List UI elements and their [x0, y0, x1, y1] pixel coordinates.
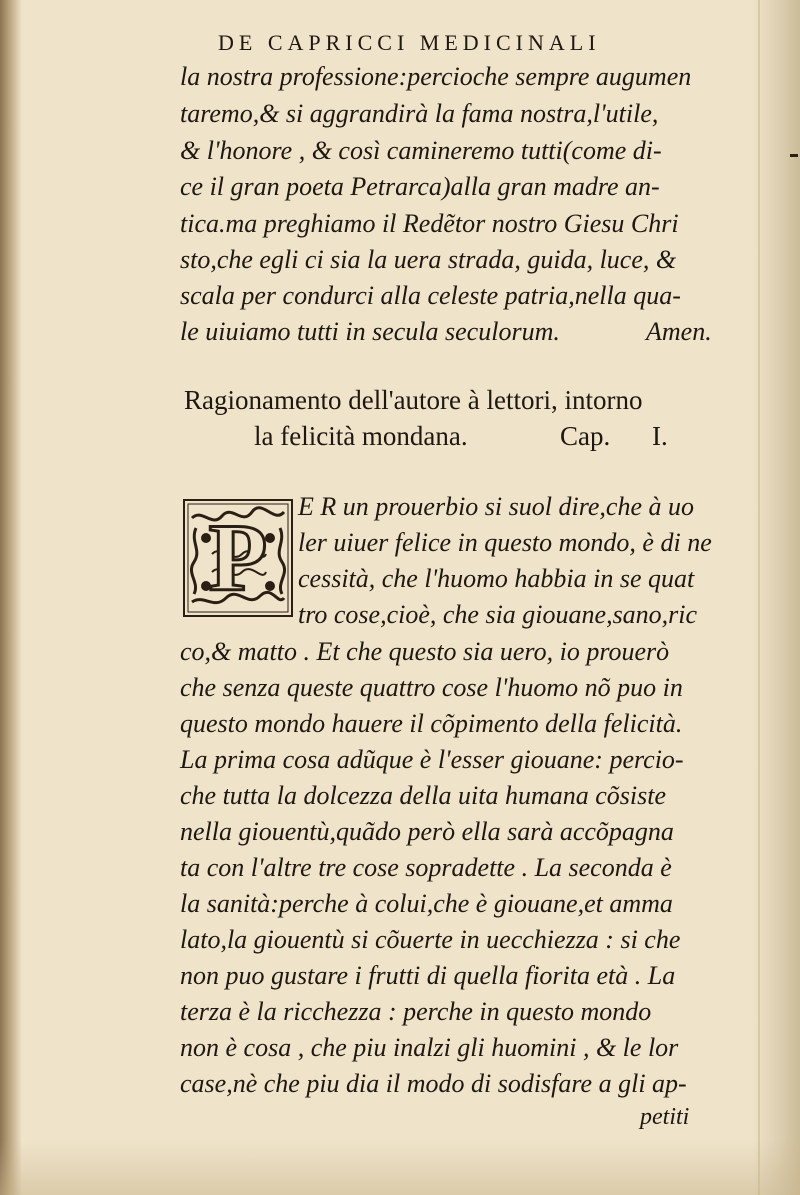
text-line: nella giouentù,quãdo però ella sarà accõpagna: [180, 817, 674, 846]
running-head: DE CAPRICCI MEDICINALI: [218, 30, 601, 55]
text-line: questo mondo hauere il cõpimento della felicità.: [180, 709, 683, 738]
text-line: E R un prouerbio si suol dire,che à uo: [298, 492, 694, 521]
text-line: ler uiuer felice in questo mondo, è di ne: [298, 528, 712, 557]
text-line: ta con l'altre tre cose sopradette . La seconda è: [180, 853, 672, 882]
text-line: taremo,& si aggrandirà la fama nostra,l'utile,: [180, 99, 659, 128]
text-line: non puo gustare i frutti di quella fiorita età . La: [180, 961, 676, 990]
text-line: tica.ma preghiamo il Redẽtor nostro Giesu Chri: [180, 209, 679, 238]
spine-shadow: [0, 0, 22, 1195]
text-line: & l'honore , & così camineremo tutti(come di-: [180, 136, 662, 165]
text-line: ce il gran poeta Petrarca)alla gran madre an-: [180, 172, 660, 201]
edge-mark: [790, 154, 798, 157]
chapter-label: Cap.: [560, 421, 611, 451]
initial-letter: P: [208, 504, 268, 611]
initial-ornament-icon: [182, 498, 294, 618]
text-line: lato,la giouentù si cõuerte in uecchiezza : si che: [180, 925, 681, 954]
text-line: scala per condurci alla celeste patria,nella qua-: [180, 281, 681, 310]
chapter-heading-line1: Ragionamento dell'autore à lettori, intorno: [184, 385, 643, 415]
text-line: La prima cosa adũque è l'esser giouane: percio-: [180, 745, 684, 774]
page-edge-line: [758, 0, 760, 1195]
amen-text: Amen.: [646, 317, 712, 346]
text-line: sto,che egli ci sia la uera strada, guida, luce, &: [180, 245, 677, 274]
text-line: che senza queste quattro cose l'huomo nõ puo in: [180, 673, 683, 702]
decorated-initial: [182, 498, 294, 618]
text-line: che tutta la dolcezza della uita humana cõsiste: [180, 781, 666, 810]
text-line: cessità, che l'huomo habbia in se quat: [298, 564, 695, 593]
text-line: case,nè che piu dia il modo di sodisfare a gli ap-: [180, 1069, 687, 1098]
bottom-stain: [0, 1140, 800, 1195]
text-line: la sanità:perche à colui,che è giouane,et amma: [180, 889, 673, 918]
text-line: tro cose,cioè, che sia giouane,sano,ric: [298, 600, 698, 629]
catchword: petiti: [640, 1104, 690, 1130]
text-line: co,& matto . Et che questo sia uero, io prouerò: [180, 637, 670, 666]
text-line: non è cosa , che piu inalzi gli huomini , & le lor: [180, 1033, 679, 1062]
chapter-number: I.: [652, 421, 668, 451]
text-line: le uiuiamo tutti in secula seculorum.: [180, 317, 560, 346]
text-line: la nostra professione:percioche sempre augumen: [180, 62, 692, 91]
text-line: terza è la ricchezza : perche in questo mondo: [180, 997, 652, 1026]
chapter-heading-line2: la felicità mondana.: [254, 421, 468, 451]
